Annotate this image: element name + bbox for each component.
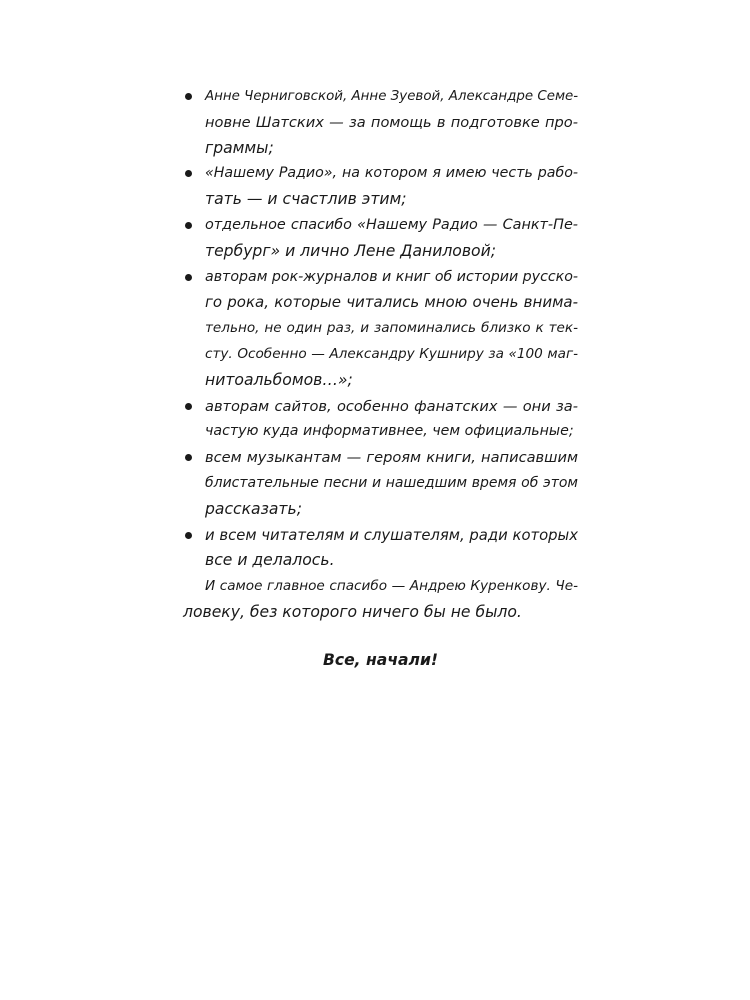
- closing-phrase: Все, начали!: [322, 650, 439, 669]
- bullet-icon: [185, 274, 192, 281]
- text-line: и всем читателям и слушателям, ради которых: [205, 526, 578, 544]
- text-line: Анне Черниговской, Анне Зуевой, Александре Семе-: [205, 89, 579, 104]
- bullet-icon: [185, 454, 192, 461]
- text-line: частую куда информативнее, чем официальные;: [205, 423, 574, 440]
- text-line: «Нашему Радио», на котором я имею честь рабо-: [205, 165, 578, 182]
- text-line: сту. Особенно — Александру Кушниру за «100 маг-: [205, 345, 578, 362]
- list-item: [183, 161, 578, 213]
- list-item: [183, 445, 578, 522]
- text-line: отдельное спасибо «Нашему Радио — Санкт-Пе-: [205, 216, 578, 233]
- text-line: все и делалось.: [205, 551, 335, 570]
- text-line: нитоальбомов…»;: [205, 370, 353, 389]
- text-line: всем музыкантам — героям книги, написавшим: [205, 449, 578, 467]
- text-line: тельно, не один раз, и запоминались близко к тек-: [205, 320, 578, 337]
- page-content: [183, 84, 578, 674]
- text-line: граммы;: [205, 138, 274, 157]
- bullet-icon: [185, 93, 192, 100]
- bullet-icon: [185, 403, 192, 410]
- text-line: новне Шатских — за помощь в подготовке про-: [205, 113, 578, 131]
- text-line: тербург» и лично Лене Даниловой;: [205, 241, 496, 260]
- text-line: го рока, которые читались мною очень внима-: [205, 293, 578, 312]
- list-item: [183, 213, 578, 265]
- list-item: [183, 394, 578, 446]
- text-line: И самое главное спасибо — Андрею Куренкову. Че-: [205, 578, 578, 595]
- list-item: [183, 265, 578, 394]
- list-item: [183, 84, 578, 161]
- main-thanks-paragraph: [183, 574, 578, 626]
- text-line: тать — и счастлив этим;: [205, 190, 407, 209]
- acknowledgements-list: [183, 84, 578, 574]
- text-line: ловеку, без которого ничего бы не было.: [183, 602, 522, 621]
- list-item: [183, 523, 578, 575]
- bullet-icon: [185, 170, 192, 177]
- text-line: блистательные песни и нашедшим время об этом: [205, 474, 578, 491]
- text-line: авторам сайтов, особенно фанатских — они за-: [205, 397, 578, 415]
- bullet-icon: [185, 222, 192, 229]
- bullet-icon: [185, 532, 192, 539]
- text-line: авторам рок-журналов и книг об истории русско-: [205, 268, 579, 285]
- text-line: рассказать;: [205, 499, 302, 518]
